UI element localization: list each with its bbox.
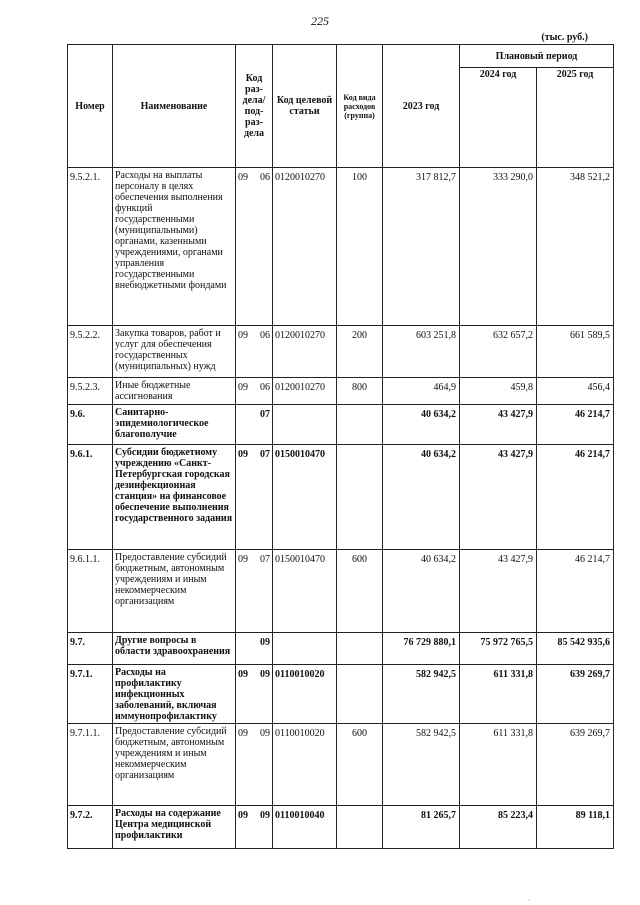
header-target-code: Код целевой статьи <box>273 45 337 168</box>
row-value-2024: 75 972 765,5 <box>460 633 537 665</box>
table-row <box>68 405 614 445</box>
row-value-2024: 459,8 <box>460 378 537 405</box>
table-row <box>68 326 614 378</box>
header-planned-period: Плановый период <box>460 45 614 68</box>
header-number: Номер <box>68 45 113 168</box>
row-expense-code: 100 <box>337 168 383 326</box>
row-number: 9.5.2.3. <box>68 378 113 405</box>
row-number: 9.7.1.1. <box>68 724 113 806</box>
table-row <box>68 665 614 724</box>
row-section-code <box>236 633 273 665</box>
row-section-code <box>236 326 273 378</box>
header-section-code: Код раз-дела/ под-раз-дела <box>236 45 273 168</box>
row-target-code: 0110010020 <box>273 724 337 806</box>
row-name: Предоставление субсидий бюджетным, автономным учреждениям и иным некоммерческим организациям <box>113 724 236 806</box>
row-value-2023: 40 634,2 <box>383 405 460 445</box>
row-razdel: 09 <box>238 669 248 680</box>
row-value-2024: 611 331,8 <box>460 665 537 724</box>
table-row <box>68 550 614 633</box>
row-value-2023: 317 812,7 <box>383 168 460 326</box>
row-name: Закупка товаров, работ и услуг для обеспечения государственных (муниципальных) нужд <box>113 326 236 378</box>
row-target-code: 0120010270 <box>273 326 337 378</box>
row-number: 9.7.2. <box>68 806 113 849</box>
row-number: 9.7. <box>68 633 113 665</box>
row-value-2025: 639 269,7 <box>537 665 614 724</box>
row-name: Субсидии бюджетному учреждению «Санкт-Петербургская городская дезинфекционная станция» на финансовое обеспечение выполнения государственного задания <box>113 445 236 550</box>
row-expense-code: 600 <box>337 724 383 806</box>
row-number: 9.6.1.1. <box>68 550 113 633</box>
row-expense-code <box>337 445 383 550</box>
row-name: Иные бюджетные ассигнования <box>113 378 236 405</box>
row-value-2024: 611 331,8 <box>460 724 537 806</box>
row-value-2024: 43 427,9 <box>460 445 537 550</box>
row-value-2025: 456,4 <box>537 378 614 405</box>
row-value-2024: 85 223,4 <box>460 806 537 849</box>
row-razdel: 09 <box>238 810 248 821</box>
budget-table <box>67 44 614 849</box>
row-podrazdel: 09 <box>260 669 270 680</box>
row-value-2025: 639 269,7 <box>537 724 614 806</box>
row-number: 9.5.2.2. <box>68 326 113 378</box>
header-2025: 2025 год <box>537 68 614 168</box>
row-number: 9.7.1. <box>68 665 113 724</box>
row-name: Расходы на выплаты персоналу в целях обеспечения выполнения функций государственными (муниципальными) органами, казенными учреждениями, органами управления государственными внебюджетными фондами <box>113 168 236 326</box>
row-podrazdel: 06 <box>260 382 270 393</box>
row-section-code <box>236 806 273 849</box>
row-podrazdel: 06 <box>260 172 270 183</box>
table-row <box>68 806 614 849</box>
row-expense-code: 200 <box>337 326 383 378</box>
row-value-2023: 582 942,5 <box>383 724 460 806</box>
row-podrazdel: 09 <box>260 810 270 821</box>
row-name: Другие вопросы в области здравоохранения <box>113 633 236 665</box>
row-value-2024: 632 657,2 <box>460 326 537 378</box>
units-label: (тыс. руб.) <box>541 32 588 43</box>
header-expense-type-code: Код вида расходов (группа) <box>337 45 383 168</box>
row-expense-code: 800 <box>337 378 383 405</box>
row-expense-code <box>337 633 383 665</box>
row-section-code <box>236 405 273 445</box>
row-target-code <box>273 405 337 445</box>
row-razdel: 09 <box>238 728 248 739</box>
row-name: Расходы на содержание Центра медицинской профилактики <box>113 806 236 849</box>
row-razdel: 09 <box>238 449 248 460</box>
row-section-code <box>236 445 273 550</box>
row-value-2024: 43 427,9 <box>460 550 537 633</box>
row-name: Санитарно-эпидемиологическое благополучие <box>113 405 236 445</box>
header-name: Наименование <box>113 45 236 168</box>
row-value-2025: 46 214,7 <box>537 405 614 445</box>
row-value-2025: 348 521,2 <box>537 168 614 326</box>
row-expense-code: 600 <box>337 550 383 633</box>
row-target-code <box>273 633 337 665</box>
row-razdel: 09 <box>238 172 248 183</box>
row-target-code: 0150010470 <box>273 445 337 550</box>
header-2023: 2023 год <box>383 45 460 168</box>
row-value-2023: 76 729 880,1 <box>383 633 460 665</box>
row-value-2025: 46 214,7 <box>537 550 614 633</box>
row-value-2023: 464,9 <box>383 378 460 405</box>
row-expense-code <box>337 405 383 445</box>
table-row <box>68 445 614 550</box>
row-number: 9.6. <box>68 405 113 445</box>
scan-mark: · <box>528 896 531 905</box>
row-value-2023: 40 634,2 <box>383 445 460 550</box>
row-number: 9.6.1. <box>68 445 113 550</box>
row-section-code <box>236 378 273 405</box>
table-row <box>68 168 614 326</box>
row-value-2025: 89 118,1 <box>537 806 614 849</box>
row-target-code: 0120010270 <box>273 168 337 326</box>
row-number: 9.5.2.1. <box>68 168 113 326</box>
page-number: 225 <box>311 14 329 28</box>
row-value-2023: 81 265,7 <box>383 806 460 849</box>
table-row <box>68 633 614 665</box>
row-value-2023: 582 942,5 <box>383 665 460 724</box>
row-expense-code <box>337 806 383 849</box>
row-target-code: 0110010020 <box>273 665 337 724</box>
table-row <box>68 724 614 806</box>
row-podrazdel: 06 <box>260 330 270 341</box>
row-section-code <box>236 724 273 806</box>
row-target-code: 0120010270 <box>273 378 337 405</box>
row-target-code: 0110010040 <box>273 806 337 849</box>
table-body <box>68 168 614 849</box>
row-value-2023: 603 251,8 <box>383 326 460 378</box>
row-podrazdel: 07 <box>260 409 270 420</box>
row-podrazdel: 07 <box>260 449 270 460</box>
row-razdel: 09 <box>238 330 248 341</box>
row-value-2024: 43 427,9 <box>460 405 537 445</box>
row-value-2023: 40 634,2 <box>383 550 460 633</box>
row-section-code <box>236 665 273 724</box>
row-podrazdel: 09 <box>260 728 270 739</box>
row-podrazdel: 07 <box>260 554 270 565</box>
row-razdel: 09 <box>238 382 248 393</box>
row-razdel: 09 <box>238 554 248 565</box>
row-section-code <box>236 168 273 326</box>
table-row <box>68 378 614 405</box>
row-expense-code <box>337 665 383 724</box>
row-value-2025: 85 542 935,6 <box>537 633 614 665</box>
row-target-code: 0150010470 <box>273 550 337 633</box>
header-2024: 2024 год <box>460 68 537 168</box>
row-value-2025: 46 214,7 <box>537 445 614 550</box>
row-value-2024: 333 290,0 <box>460 168 537 326</box>
row-name: Предоставление субсидий бюджетным, автономным учреждениям и иным некоммерческим организациям <box>113 550 236 633</box>
row-section-code <box>236 550 273 633</box>
row-podrazdel: 09 <box>260 637 270 648</box>
row-value-2025: 661 589,5 <box>537 326 614 378</box>
row-name: Расходы на профилактику инфекционных заболеваний, включая иммунопрофилактику <box>113 665 236 724</box>
